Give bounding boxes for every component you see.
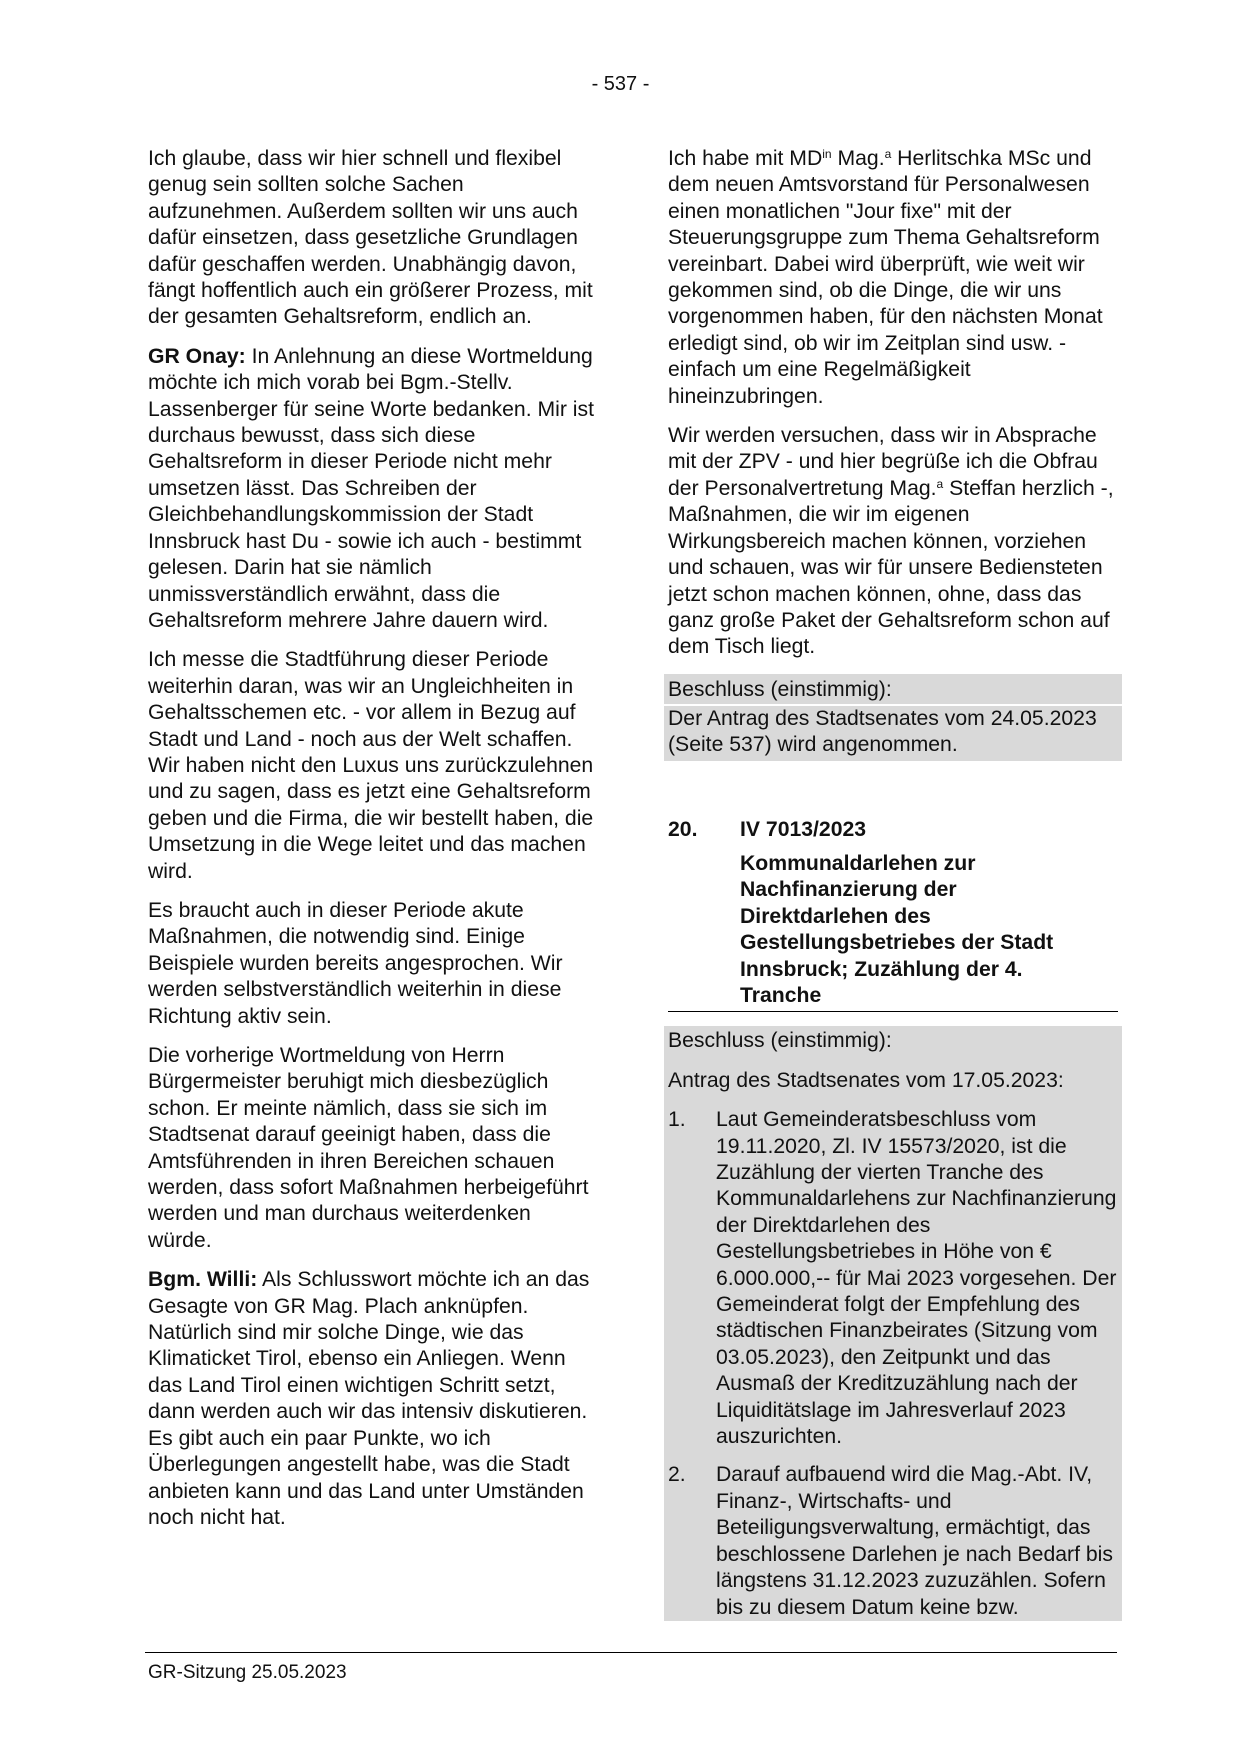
list-item — [668, 1107, 1118, 1450]
paragraph: Ich glaube, dass wir hier schnell und flexibel genug sein sollten solche Sachen aufzunehmen. Außerdem sollten wir uns auch dafür einsetzen, dass gesetzliche Grundlagen dafür geschaffen werden. Unabhängig davon, fängt hoffentlich auch ein größerer Prozess, mit der gesamten Gehaltsreform, endlich an. — [148, 147, 593, 329]
text-run: Wir werden versuchen, dass wir in Absprache mit der ZPV - und hier begrüße ich die Obfrau der Personalvertretung Mag. — [668, 424, 1098, 500]
motion-list — [668, 1107, 1118, 1621]
agenda-title: Kommunaldarlehen zur Nachfinanzierung der Direktdarlehen des Gestellungsbetriebes der Stadt Innsbruck; Zuzählung der 4. Tranche — [740, 851, 1054, 1007]
list-number: 2. — [668, 1463, 686, 1487]
paragraph: Ich messe die Stadtführung dieser Periode weiterhin daran, was wir an Ungleichheiten in Gehaltsschemen etc. - vor allem in Bezug auf Stadt und Land - noch aus der Welt schaffen. Wir haben nicht den Luxus uns zurückzulehnen und zu sagen, dass es jetzt eine Gehaltsreform geben und die Firma, die wir bestellt haben, die Umsetzung in die Wege leitet und das machen wird. — [148, 648, 594, 883]
resolution-text: Der Antrag des Stadtsenates vom 24.05.2023 (Seite 537) wird angenommen. — [664, 706, 1122, 761]
agenda-code: IV 7013/2023 — [740, 817, 867, 841]
resolution-block — [664, 1026, 1122, 1621]
speech-text: In Anlehnung an diese Wortmeldung möchte ich mich vorab bei Bgm.-Stellv. Lassenberger für seine Worte bedanken. Mir ist durchaus bewusst, dass sich diese Gehaltsreform in dieser Periode nicht mehr umsetzen lässt. Das Schreiben der Gleichbehandlungskommission der Stadt Innsbruck hast Du - sowie ich auch - bestimmt gelesen. Darin hat sie nämlich unmissverständlich erwähnt, dass die Gehaltsreform mehrere Jahre dauern wird. — [148, 344, 594, 632]
resolution-label: Beschluss (einstimmig): — [664, 674, 1122, 706]
page-number: - 537 - — [591, 73, 650, 95]
resolution-label: Beschluss (einstimmig): — [668, 1029, 892, 1053]
superscript: a — [884, 147, 892, 161]
text-run: Ich habe mit MD — [668, 147, 823, 170]
right-column — [668, 146, 1118, 1621]
speaker-name: Bgm. Willi: — [148, 1268, 258, 1292]
left-column — [148, 146, 596, 1544]
divider — [668, 1011, 1118, 1012]
agenda-heading — [668, 817, 1118, 843]
paragraph — [668, 146, 1118, 410]
list-item — [668, 1462, 1118, 1620]
superscript: a — [936, 476, 944, 491]
paragraph — [148, 1267, 596, 1531]
motion-intro: Antrag des Stadtsenates vom 17.05.2023: — [668, 1068, 1064, 1092]
footer-text: GR-Sitzung 25.05.2023 — [148, 1662, 347, 1683]
list-text: Darauf aufbauend wird die Mag.-Abt. IV, Finanz-, Wirtschafts- und Beteiligungsverwaltung, ermächtigt, das beschlossene Darlehen je nach Bedarf bis längstens 31.12.2023 zuzuzählen. Sofern bis zu diesem Datum keine bzw. — [716, 1463, 1113, 1619]
speaker-name: GR Onay: — [148, 344, 246, 368]
list-text: Laut Gemeinderatsbeschluss vom 19.11.2020, Zl. IV 15573/2020, ist die Zuzählung der vierten Tranche des Kommunaldarlehens zur Nachfinanzierung der Direktdarlehen des Gestellungsbetriebes in Höhe von € 6.000.000,-- für Mai 2023 vorgesehen. Der Gemeinderat folgt der Empfehlung des städtischen Finanzbeirates (Sitzung vom 03.05.2023), den Zeitpunkt und das Ausmaß der Kreditzuzählung nach der Liquiditätslage im Jahresverlauf 2023 auszurichten. — [716, 1108, 1117, 1449]
superscript: in — [822, 147, 832, 161]
paragraph — [148, 344, 596, 634]
agenda-item — [668, 817, 1118, 1012]
text-run: Herlitschka MSc und dem neuen Amtsvorstand für Personalwesen einen monatlichen "Jour fixe" mit der Steuerungsgruppe zum Thema Gehaltsreform vereinbart. Dabei wird überprüft, wie weit wir gekommen sind, ob die Dinge, die wir uns vorgenommen haben, für den nächsten Monat erledigt sind, ob wir im Zeitplan sind usw. - einfach um eine Regelmäßigkeit hineinzubringen. — [668, 147, 1103, 408]
list-number: 1. — [668, 1108, 686, 1132]
text-run: Steffan herzlich -, Maßnahmen, die wir im eigenen Wirkungsbereich machen können, vorziehen und schauen, was wir für unsere Bediensteten jetzt schon machen können, ohne, dass das ganz große Paket der Gehaltsreform schon auf dem Tisch liegt. — [668, 476, 1114, 659]
footer-divider — [145, 1652, 1117, 1653]
paragraph: Es braucht auch in dieser Periode akute Maßnahmen, die notwendig sind. Einige Beispiele wurden bereits angesprochen. Wir werden selbstverständlich weiterhin in diese Richtung aktiv sein. — [148, 898, 563, 1028]
text-run: Mag. — [831, 147, 885, 170]
agenda-number: 20. — [668, 817, 698, 841]
paragraph — [668, 423, 1118, 661]
speech-text: Als Schlusswort möchte ich an das Gesagte von GR Mag. Plach anknüpfen. Natürlich sind mir solche Dinge, wie das Klimaticket Tirol, ebenso ein Anliegen. Wenn das Land Tirol einen wichtigen Schritt setzt, dann werden auch wir das intensiv diskutieren. Es gibt auch ein paar Punkte, wo ich Überlegungen angestellt habe, was die Stadt anbieten kann und das Land unter Umständen noch nicht hat. — [148, 1268, 590, 1529]
paragraph: Die vorherige Wortmeldung von Herrn Bürgermeister beruhigt mich diesbezüglich schon. Er meinte nämlich, dass sie sich im Stadtsenat darauf geeinigt haben, dass die Amtsführenden in ihren Bereichen schauen werden, dass sofort Maßnahmen herbeigeführt werden und man durchaus weiterdenken würde. — [148, 1044, 589, 1252]
